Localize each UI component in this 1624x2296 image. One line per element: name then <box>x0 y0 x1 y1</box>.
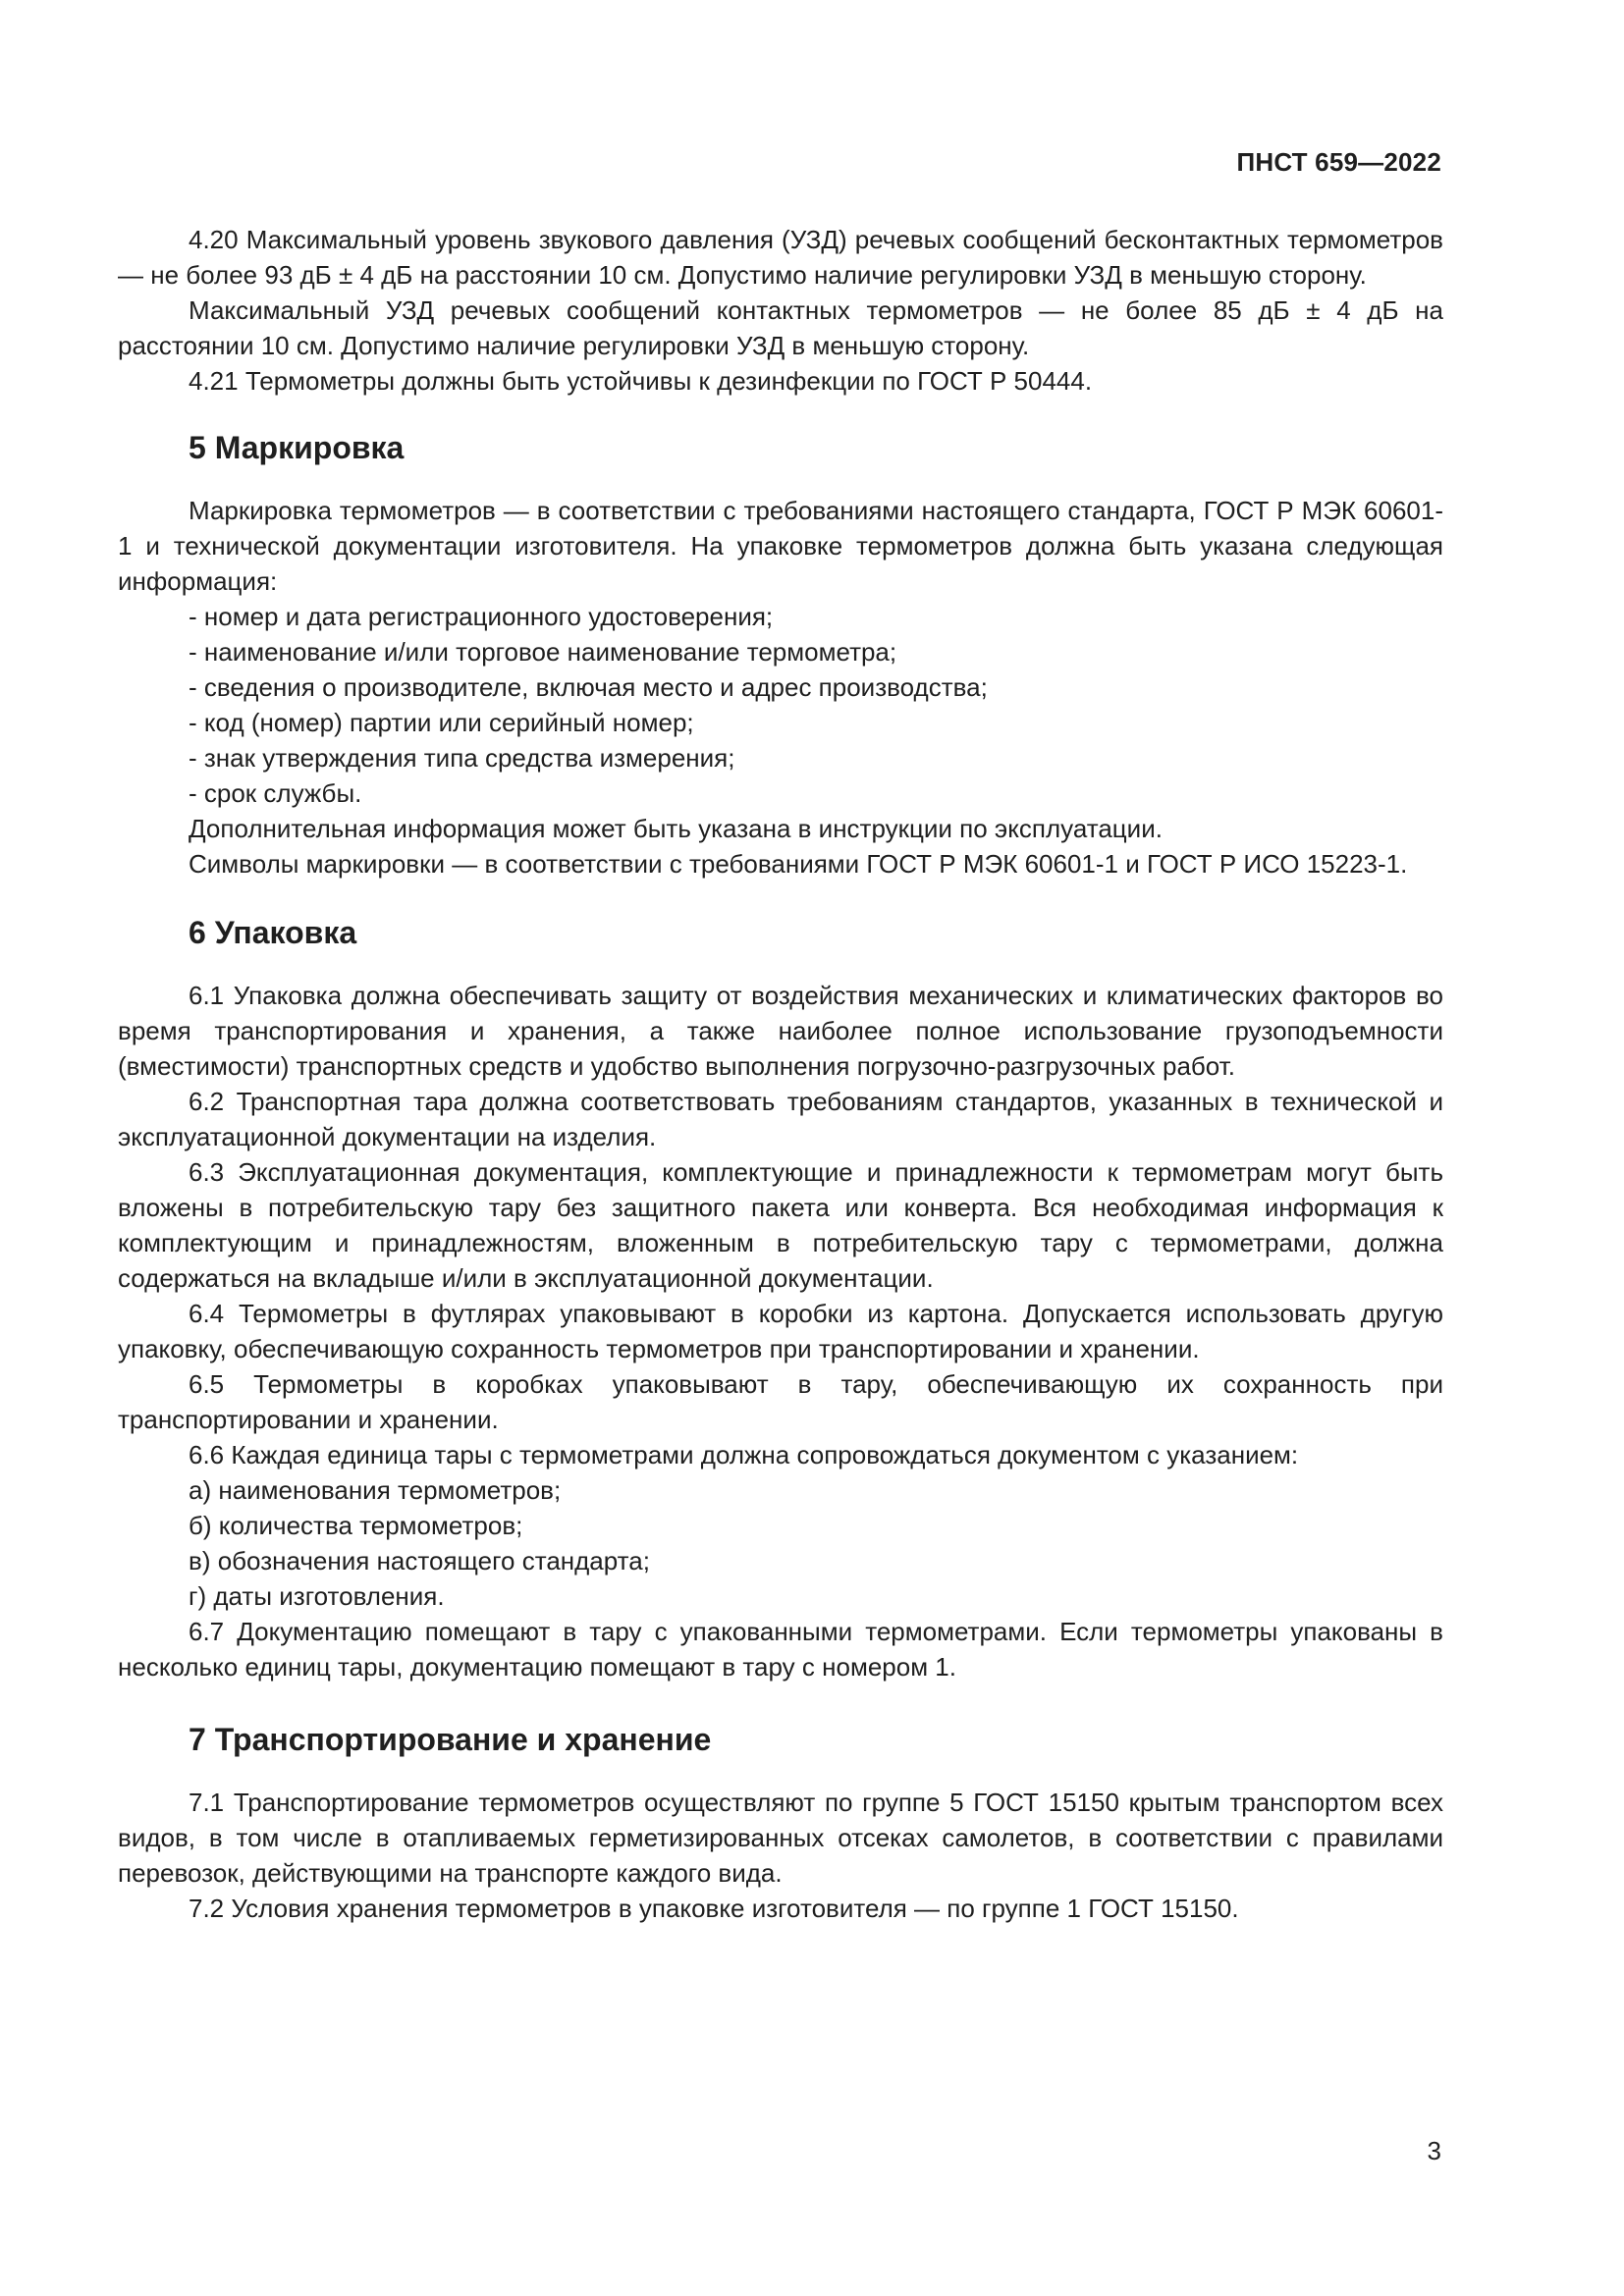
list-item: - срок службы. <box>189 778 362 808</box>
list-item: в) обозначения настоящего стандарта; <box>189 1546 650 1575</box>
paragraph-6-5: 6.5 Термометры в коробках упаковывают в тару, обеспечивающую их сохранность при транспортировании и хранении. <box>118 1369 1443 1434</box>
list-item: - код (номер) партии или серийный номер; <box>189 708 694 737</box>
list-item: г) даты изготовления. <box>189 1581 445 1611</box>
list-item: - наименование и/или торговое наименование термометра; <box>189 637 897 667</box>
paragraph-4-21: 4.21 Термометры должны быть устойчивы к дезинфекции по ГОСТ Р 50444. <box>189 366 1093 396</box>
list-item: - номер и дата регистрационного удостоверения; <box>189 602 774 631</box>
list-item: - знак утверждения типа средства измерения; <box>189 743 735 773</box>
paragraph-6-7: 6.7 Документацию помещают в тару с упакованными термометрами. Если термометры упакованы в несколько единиц тары, документацию помещают в тару с номером 1. <box>118 1617 1443 1682</box>
paragraph-5-intro: Маркировка термометров — в соответствии с требованиями настоящего стандарта, ГОСТ Р МЭК 60601-1 и технической документации изготовителя. На упаковке термометров должна быть указана следующая информация: <box>118 496 1443 596</box>
list-item: а) наименования термометров; <box>189 1475 562 1505</box>
paragraph-6-1: 6.1 Упаковка должна обеспечивать защиту от воздействия механических и климатических факторов во время транспортирования и хранения, а также наиболее полное использование грузоподъемности (вместимости) транспортных средств и удобство выполнения погрузочно-разгрузочных работ. <box>118 981 1443 1081</box>
document-code: ПНСТ 659—2022 <box>1236 147 1441 177</box>
page-number: 3 <box>1427 2136 1441 2165</box>
paragraph-6-6: 6.6 Каждая единица тары с термометрами должна сопровождаться документом с указанием: <box>189 1440 1299 1469</box>
paragraph-5-symbols: Символы маркировки — в соответствии с требованиями ГОСТ Р МЭК 60601-1 и ГОСТ Р ИСО 15223-1. <box>189 849 1408 879</box>
paragraph-6-2: 6.2 Транспортная тара должна соответствовать требованиям стандартов, указанных в технической и эксплуатационной документации на изделия. <box>118 1087 1443 1151</box>
paragraph-6-3: 6.3 Эксплуатационная документация, комплектующие и принадлежности к термометрам могут быть вложены в потребительскую тару без защитного пакета или конверта. Вся необходимая информация к комплектующим и принадлежностям, вложенным в потребительскую тару с термометрами, должна содержаться на вкладыше и/или в эксплуатационной документации. <box>118 1157 1443 1293</box>
section-heading-7: 7 Транспортирование и хранение <box>189 1722 712 1757</box>
page-content <box>118 222 1443 1926</box>
section-heading-5: 5 Маркировка <box>189 430 405 465</box>
paragraph-7-2: 7.2 Условия хранения термометров в упаковке изготовителя — по группе 1 ГОСТ 15150. <box>189 1894 1239 1923</box>
paragraph-5-additional: Дополнительная информация может быть указана в инструкции по эксплуатации. <box>189 814 1163 843</box>
paragraph-6-4: 6.4 Термометры в футлярах упаковывают в коробки из картона. Допускается использовать другую упаковку, обеспечивающую сохранность термометров при транспортировании и хранении. <box>118 1299 1443 1363</box>
section-heading-6: 6 Упаковка <box>189 915 357 950</box>
paragraph-7-1: 7.1 Транспортирование термометров осуществляют по группе 5 ГОСТ 15150 крытым транспортом всех видов, в том числе в отапливаемых герметизированных отсеках самолетов, в соответствии с правилами перевозок, действующими на транспорте каждого вида. <box>118 1788 1443 1888</box>
paragraph-4-20: 4.20 Максимальный уровень звукового давления (УЗД) речевых сообщений бесконтактных термометров — не более 93 дБ ± 4 дБ на расстоянии 10 см. Допустимо наличие регулировки УЗД в меньшую сторону. <box>118 225 1443 290</box>
list-item: - сведения о производителе, включая место и адрес производства; <box>189 672 988 702</box>
paragraph-4-20-contact: Максимальный УЗД речевых сообщений контактных термометров — не более 85 дБ ± 4 дБ на расстоянии 10 см. Допустимо наличие регулировки УЗД в меньшую сторону. <box>118 295 1443 360</box>
list-item: б) количества термометров; <box>189 1511 523 1540</box>
